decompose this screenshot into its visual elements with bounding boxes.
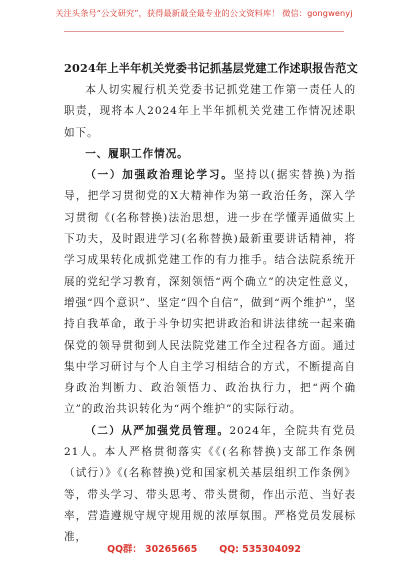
qq-group-text: QQ群： 30265665 — [107, 544, 198, 555]
document-title: 2024年上半年机关党委书记抓基层党建工作述职报告范文 — [64, 61, 358, 75]
contact-footer — [0, 541, 408, 555]
subsection-1-heading: （一）加强政治理论学习。 — [85, 169, 234, 182]
subsection-1-body: 坚持以(据实替换)为指导，把学习贯彻党的X大精神作为第一政治任务，深入学习贯彻《(名称替换)法治思想，进一步在学懂弄通做实上下功夫，及时跟进学习(名称替换)最新重要讲话精神，将学习成果转化成抓党建工作的有力推手。结合法院系统开展的党纪学习教育，深刻领悟“两个确立”的决定性意义，增强“四个意识”、坚定“四个自信”，做到“两个维护”，坚持自我革命，敢于斗争切实把讲政治和讲法律统一起来确保党的领导贯彻到人民法院党建工作全过程各方面。通过集中学习研讨与个人自主学习相结合的方式，不断提高自身政治判断力、政治领悟力、政治执行力，把“两个确立”的政治共识转化为“两个维护”的实际行动。 — [64, 169, 356, 416]
section-heading: 一、履职工作情况。 — [85, 147, 189, 160]
top-banner: 关注头条号“公文研究”，获得最新最全最专业的公文资料库！ 微信：gongwenyj — [55, 8, 353, 18]
subsection-2-body: 2024年，全院共有党员21人。本人严格贯彻落实《《(名称替换)支部工作条例（试行）》《(名称替换)党和国家机关基层组织工作条例》等，带头学习、带头思考、带头贯彻，作出示范、当好表率，营造遵规守规守规用规的浓厚氛围。严格党员发展标准， — [64, 424, 356, 544]
qq-number-text: QQ: 535304092 — [219, 544, 301, 555]
subsection-1-paragraph — [64, 165, 356, 421]
subsection-2-paragraph — [64, 421, 356, 549]
intro-paragraph: 本人切实履行机关党委书记抓党建工作第一责任人的职责，现将本人2024年上半年抓机关党建工作情况述职如下。 — [64, 84, 356, 139]
document-body — [64, 60, 356, 549]
banner-divider — [64, 31, 344, 32]
subsection-2-heading: （二）从严加强党员管理。 — [85, 424, 230, 437]
